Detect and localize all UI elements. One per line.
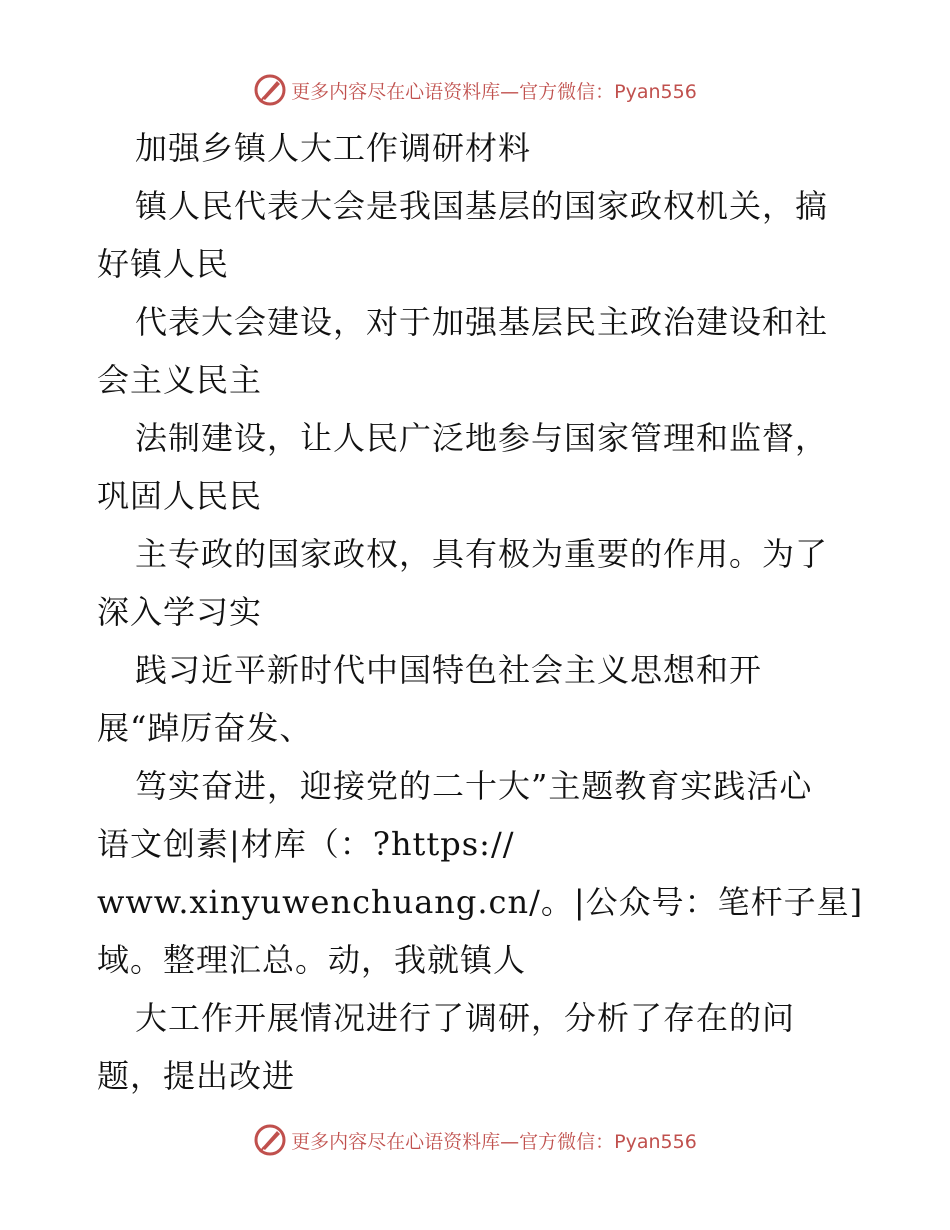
paragraph-line: 巩固人民民 [97,477,263,515]
quill-circle-logo-icon [253,1123,287,1157]
paragraph-line: 展“踔厉奋发、 [97,709,313,747]
paragraph-line: 主专政的国家政权，具有极为重要的作用。为了 [135,535,829,573]
paragraph-line: 域。整理汇总。动，我就镇人 [97,941,527,979]
paragraph-line: 深入学习实 [97,593,263,631]
quill-circle-logo-icon [253,73,287,107]
paragraph-line: 镇人民代表大会是我国基层的国家政权机关，搞 [135,187,829,225]
paragraph-line: 笃实奋进，迎接党的二十大”主题教育实践活心 [135,767,813,805]
document-title: 加强乡镇人大工作调研材料 [135,129,532,167]
paragraph-line: 法制建设，让人民广泛地参与国家管理和监督， [135,419,829,457]
header-banner [0,70,950,110]
banner-text: 更多内容尽在心语资料库—官方微信：Pyan556 [291,80,697,103]
paragraph-line: 好镇人民 [97,245,230,283]
paragraph-line: 会主义民主 [97,361,263,399]
paragraph-line: 践习近平新时代中国特色社会主义思想和开 [135,651,763,689]
paragraph-line: www.xinyuwenchuang.cn/。|公众号：笔杆子星] [97,883,864,921]
footer-banner [0,1120,950,1160]
paragraph-line: 大工作开展情况进行了调研，分析了存在的问 [135,999,796,1037]
paragraph-line: 语文创素|材库（：?https:// [97,825,515,863]
banner-text: 更多内容尽在心语资料库—官方微信：Pyan556 [291,1130,697,1153]
paragraph-line: 代表大会建设，对于加强基层民主政治建设和社 [135,303,829,341]
paragraph-line: 题，提出改进 [97,1057,296,1095]
